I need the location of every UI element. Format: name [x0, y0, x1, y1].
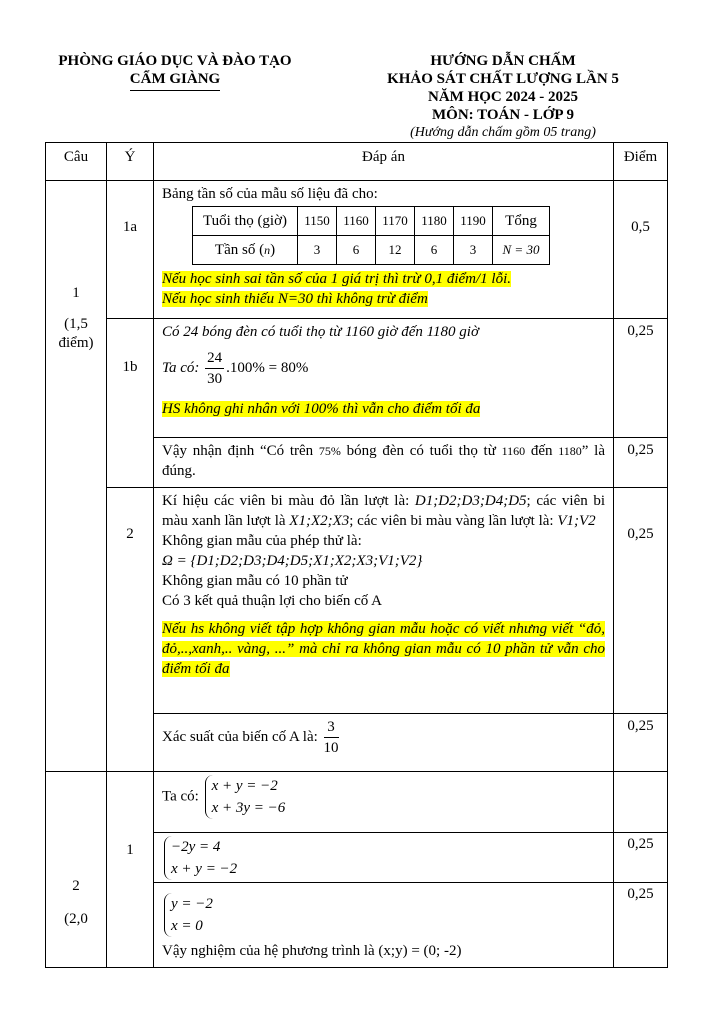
doc-title: HƯỚNG DẪN CHẤM [430, 53, 576, 69]
part-2-label: 2 [126, 526, 134, 542]
question-1-cell [46, 181, 107, 772]
score-q2-3: 0,25 [614, 882, 667, 967]
question-2-cell [46, 772, 107, 968]
freq-count: 3 [298, 236, 337, 265]
q2-conclusion: Vậy nghiệm của hệ phương trình là (x;y) = (0; -2) [162, 943, 462, 959]
freq-intro: Bảng tần số của mẫu số liệu đã cho: [162, 186, 378, 202]
score-1b-2: 0,25 [627, 442, 654, 458]
q2-system-3: y = −2 x = 0 Vậy nghiệm của hệ phương trình là (x;y) = (0; -2) [154, 882, 613, 967]
favorable-outcomes: Có 3 kết quả thuận lợi cho biến cố A [162, 593, 382, 609]
freq-value: 1180 [415, 207, 454, 236]
district-name: CẨM GIÀNG [130, 70, 220, 91]
freq-value: 1160 [337, 207, 376, 236]
sample-space-label: Không gian mẫu của phép thử là: [162, 533, 362, 549]
table-row [46, 488, 668, 772]
school-year: NĂM HỌC 2024 - 2025 [428, 89, 578, 105]
department-name: PHÒNG GIÁO DỤC VÀ ĐÀO TẠO [58, 53, 292, 69]
note-1a-line2: Nếu học sinh thiếu N=30 thì không trừ điểm [162, 291, 428, 307]
table-row [46, 772, 668, 968]
marbles-notation: Kí hiệu các viên bi màu đỏ lần lượt là: D1;D2;D3;D4;D5; các viên bi màu xanh lần lượt là X1;X2;X3; các viên bi màu vàng lần lượt là: V1;V2 [162, 493, 605, 529]
question-1-points-suffix: điểm) [58, 335, 94, 351]
freq-header-label: Tuổi thọ (giờ) [193, 207, 298, 236]
sample-space-set: Ω = {D1;D2;D3;D4;D5;X1;X2;X3;V1;V2} [162, 553, 423, 569]
probability-answer: Xác suất của biến cố A là: $\frac{3}{10}$ [154, 713, 613, 771]
percent-calc: Ta có: $\frac{24}{30}$ .100% = 80% [162, 350, 309, 387]
freq-value: 1190 [454, 207, 493, 236]
part-1b-conclusion: Vậy nhận định “Có trên 75% bóng đèn có tuổi thọ từ 1160 đến 1180” là đúng. [154, 438, 614, 488]
page-count-note: (Hướng dẫn chấm gồm 05 trang) [410, 125, 596, 140]
note-1a-line1: Nếu học sinh sai tần số của 1 giá trị thì trừ 0,1 điểm/1 lỗi. [162, 271, 512, 287]
score-1a: 0,5 [631, 219, 650, 235]
table-header-row [46, 143, 668, 181]
freq-row2-label: Tần số (n) [193, 236, 298, 265]
part-1a-label: 1a [122, 219, 138, 235]
sample-space-size: Không gian mẫu có 10 phần tử [162, 573, 348, 589]
frequency-table [192, 206, 550, 265]
score-2-1: 0,25 [627, 526, 654, 542]
freq-count: 6 [337, 236, 376, 265]
note-2: Nếu hs không viết tập hợp không gian mẫu hoặc có viết nhưng viết “đỏ, đỏ,..,xanh,.. vàng, ...” mà chỉ ra không gian mẫu có 10 phần tử vẫn cho điểm tối đa [162, 621, 605, 677]
part-1a-answer [154, 181, 614, 319]
question-2-points: (2,0 [64, 911, 88, 927]
freq-total-label: Tổng [493, 207, 550, 236]
table-row [46, 319, 668, 438]
part-2-answer [154, 488, 613, 713]
subject: MÔN: TOÁN - LỚP 9 [432, 107, 574, 123]
table-row [46, 181, 668, 319]
part-1b-label: 1b [122, 359, 138, 375]
freq-count: 6 [415, 236, 454, 265]
col-cau: Câu [46, 143, 107, 181]
freq-total: N = 30 [493, 236, 550, 265]
q2-system-1: Ta có: x + y = −2 x + 3y = −6 [154, 772, 613, 832]
question-1-points: (1,5 [64, 316, 88, 332]
score-q2-2: 0,25 [614, 832, 667, 882]
col-y: Ý [107, 143, 154, 181]
answer-table [45, 142, 668, 968]
freq-count: 12 [376, 236, 415, 265]
header-left [40, 52, 310, 91]
freq-value: 1150 [298, 207, 337, 236]
col-diem: Điểm [614, 143, 668, 181]
note-1b: HS không ghi nhân với 100% thì vẫn cho điểm tối đa [162, 401, 481, 417]
part-1b-answer [154, 319, 614, 438]
q2-system-2: −2y = 4 x + y = −2 [154, 832, 613, 882]
col-dapan: Đáp án [154, 143, 614, 181]
score-2-2: 0,25 [614, 713, 667, 771]
freq-count: 3 [454, 236, 493, 265]
score-1b-1: 0,25 [627, 323, 654, 339]
freq-value: 1170 [376, 207, 415, 236]
q2-part-1-label: 1 [126, 842, 134, 858]
exam-title: KHẢO SÁT CHẤT LƯỢNG LẦN 5 [387, 71, 619, 87]
header-right [368, 52, 638, 142]
question-2-number: 2 [72, 878, 80, 894]
bulbs-count-line: Có 24 bóng đèn có tuổi thọ từ 1160 giờ đến 1180 giờ [162, 324, 479, 340]
question-1-number: 1 [72, 285, 80, 301]
